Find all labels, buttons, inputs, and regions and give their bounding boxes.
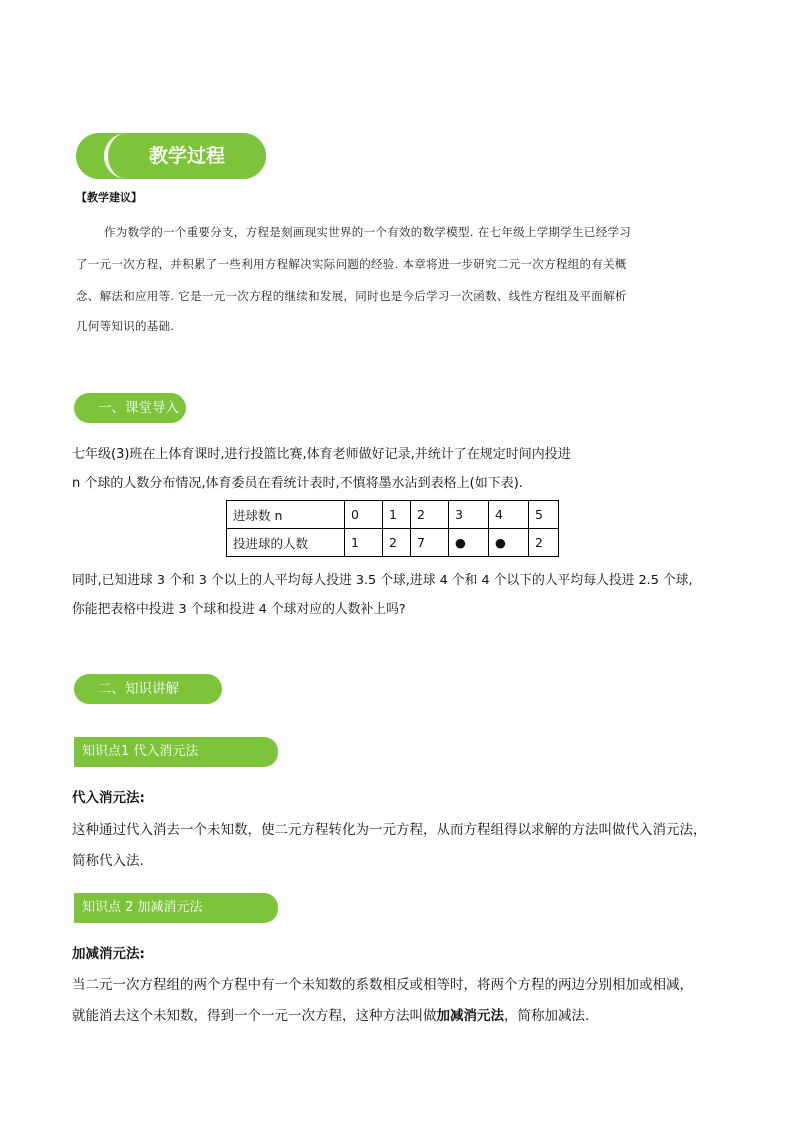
kp1-heading: 代入消元法:: [72, 790, 145, 806]
table-cell: 2: [383, 529, 411, 557]
kp2-line: 当二元一次方程组的两个方程中有一个未知数的系数相反或相等时，将两个方程的两边分别相加或相减，: [72, 977, 693, 993]
table-row: [227, 501, 559, 529]
question-line: 你能把表格中投进 3 个球和投进 4 个球对应的人数补上吗?: [72, 602, 406, 617]
kp2-line: [72, 1004, 589, 1024]
suggestion-line: 作为数学的一个重要分支，方程是刻画现实世界的一个有效的数学模型. 在七年级上学期学生已经学习: [104, 225, 632, 239]
score-table: [226, 500, 559, 557]
table-cell: 0: [345, 501, 383, 529]
kp1-line: 简称代入法.: [72, 853, 144, 869]
table-cell: 2: [529, 529, 559, 557]
table-cell: 7: [411, 529, 449, 557]
table-cell: 4: [489, 501, 529, 529]
suggestion-line: 念、解法和应用等. 它是一元一次方程的继续和发展，同时也是今后学习一次函数、线性方程组及平面解析: [76, 289, 627, 303]
suggestion-line: 了一元一次方程，并积累了一些利用方程解决实际问题的经验. 本章将进一步研究二元一次方程组的有关概: [76, 257, 627, 271]
knowledge-point-1-banner: 知识点1 代入消元法: [74, 737, 278, 767]
intro-line: 七年级(3)班在上体育课时,进行投篮比赛,体育老师做好记录,并统计了在规定时间内投进: [72, 447, 571, 462]
kp2-line-text: ，简称加减法.: [504, 1008, 590, 1024]
table-cell: 1: [345, 529, 383, 557]
knowledge-point-2-banner: 知识点 2 加减消元法: [74, 893, 278, 923]
suggestion-label: 【教学建议】: [76, 191, 142, 204]
table-cell: 1: [383, 501, 411, 529]
table-cell: 5: [529, 501, 559, 529]
page-title: 教学过程: [104, 133, 266, 179]
kp2-heading: 加减消元法:: [72, 946, 145, 962]
table-cell: 进球数 n: [227, 501, 345, 529]
question-line: 同时,已知进球 3 个和 3 个以上的人平均每人投进 3.5 个球,进球 4 个和 4 个以下的人平均每人投进 2.5 个球,: [72, 573, 693, 588]
ink-blot-cell: ●: [449, 529, 489, 557]
section-knowledge-pill: 二、知识讲解: [74, 674, 222, 704]
kp2-emphasis: 加减消元法: [436, 1008, 504, 1024]
intro-line: n 个球的人数分布情况,体育委员在看统计表时,不慎将墨水沾到表格上(如下表).: [72, 476, 523, 491]
suggestion-line: 几何等知识的基础.: [76, 319, 175, 333]
kp1-line: 这种通过代入消去一个未知数，使二元方程转化为一元方程，从而方程组得以求解的方法叫做代入消元法，: [72, 822, 707, 838]
ink-blot-cell: ●: [489, 529, 529, 557]
table-row: [227, 529, 559, 557]
kp2-line-text: 就能消去这个未知数，得到一个一元一次方程，这种方法叫做: [72, 1008, 437, 1024]
table-cell: 投进球的人数: [227, 529, 345, 557]
table-cell: 2: [411, 501, 449, 529]
table-cell: 3: [449, 501, 489, 529]
section-intro-pill: 一、课堂导入: [74, 393, 186, 423]
